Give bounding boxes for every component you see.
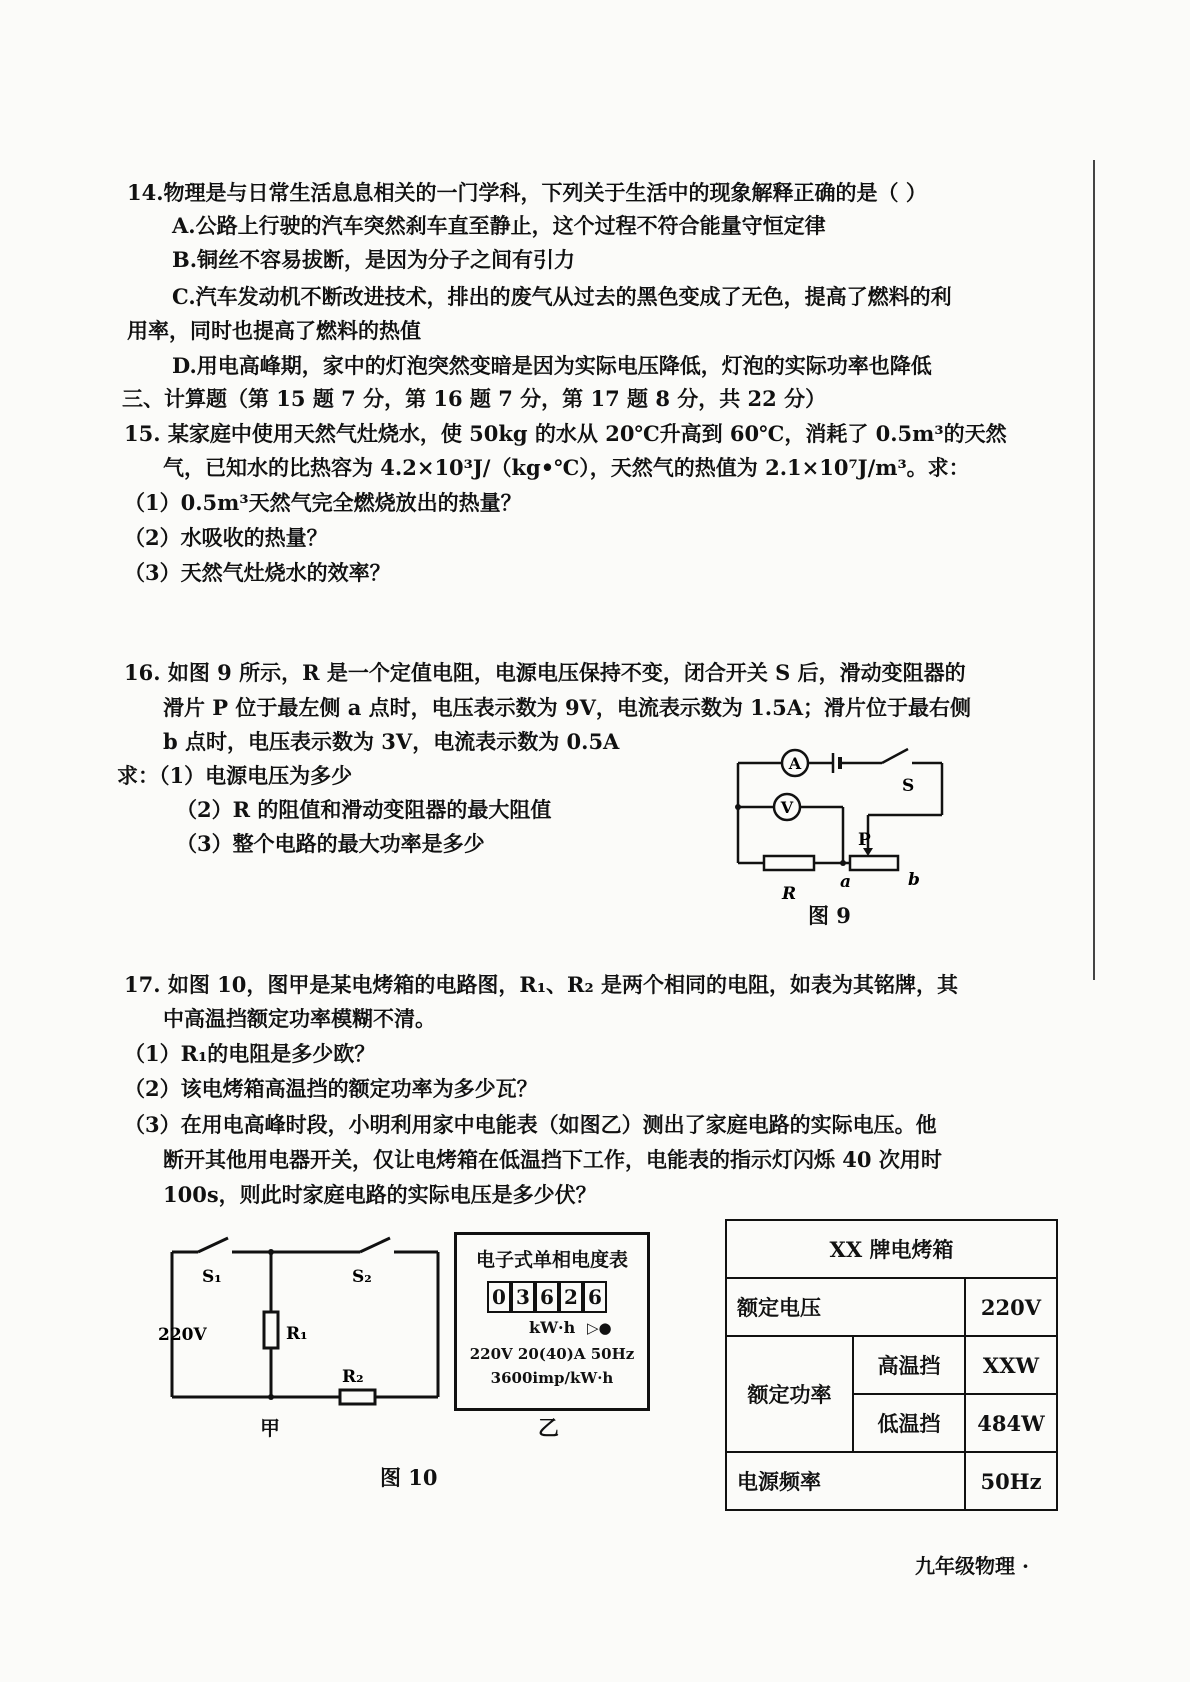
- q16-line1: 16. 如图 9 所示，R 是一个定值电阻，电源电压保持不变，闭合开关 S 后，滑动变阻器的: [124, 660, 966, 685]
- meter-digit: 3: [511, 1281, 535, 1313]
- resistor-icon: [764, 856, 814, 870]
- q14-option-a: A.公路上行驶的汽车突然刹车直至静止，这个过程不符合能量守恒定律: [172, 213, 826, 238]
- q15-part1: （1）0.5m³天然气完全燃烧放出的热量？: [124, 490, 522, 515]
- nameplate-table: [725, 1219, 1058, 1511]
- meter-digit: 6: [535, 1281, 559, 1313]
- figure-10-jia-circuit: [150, 1232, 450, 1422]
- frequency-label: 电源频率: [726, 1452, 965, 1510]
- high-temp-label: 高温挡: [853, 1336, 965, 1394]
- page-footer: 九年级物理 ·: [915, 1554, 1029, 1578]
- q17-line2: 中高温挡额定功率模糊不清。: [163, 1006, 436, 1031]
- q14-option-c-line2: 用率，同时也提高了燃料的热值: [127, 318, 421, 343]
- rated-voltage-value: 220V: [965, 1278, 1057, 1336]
- q17-part2: （2）该电烤箱高温挡的额定功率为多少瓦？: [124, 1076, 538, 1101]
- nameplate-title: XX 牌电烤箱: [726, 1220, 1057, 1278]
- q16-part2: （2）R 的阻值和滑动变阻器的最大阻值: [176, 797, 552, 822]
- q15-part3: （3）天然气灶烧水的效率？: [124, 560, 391, 585]
- meter-imp: 3600imp/kW·h: [490, 1369, 614, 1387]
- q17-part3-line3: 100s，则此时家庭电路的实际电压是多少伏？: [163, 1182, 597, 1207]
- figure-9-caption: 图 9: [808, 903, 851, 928]
- point-b-label: b: [908, 870, 920, 890]
- q14-stem: 14.物理是与日常生活息息相关的一门学科，下列关于生活中的现象解释正确的是（ ）: [127, 180, 927, 205]
- switch-icon: [882, 749, 908, 763]
- q14-option-d: D.用电高峰期，家中的灯泡突然变暗是因为实际电压降低，灯泡的实际功率也降低: [172, 353, 932, 378]
- q16-part1: 求：（1）电源电压为多少: [117, 763, 353, 788]
- q15-line1: 15. 某家庭中使用天然气灶烧水，使 50kg 的水从 20℃升高到 60℃，消耗了 0.5m³的天然: [124, 421, 1007, 446]
- rheostat-icon: [850, 856, 898, 870]
- q17-part1: （1）R₁的电阻是多少欧？: [124, 1041, 376, 1066]
- indicator-light-icon: ▷●: [587, 1319, 612, 1337]
- q16-line2: 滑片 P 位于最左侧 a 点时，电压表示数为 9V，电流表示数为 1.5A；滑片位于最右侧: [163, 695, 971, 720]
- frequency-value: 50Hz: [965, 1452, 1057, 1510]
- energy-meter: [454, 1232, 650, 1411]
- s1-label: S₁: [202, 1267, 222, 1287]
- resistor-label: R: [782, 884, 797, 904]
- rated-voltage-label: 额定电压: [726, 1278, 965, 1336]
- meter-digit: 6: [583, 1281, 607, 1313]
- q14-option-b: B.铜丝不容易拔断，是因为分子之间有引力: [172, 247, 576, 272]
- meter-digit: 0: [487, 1281, 511, 1313]
- s2-label: S₂: [352, 1267, 372, 1287]
- section-3-heading: 三、计算题（第 15 题 7 分，第 16 题 7 分，第 17 题 8 分，共 22 分）: [122, 386, 827, 411]
- ammeter-label: A: [788, 754, 802, 773]
- slider-label: P: [858, 830, 871, 850]
- q16-line3: b 点时，电压表示数为 3V，电流表示数为 0.5A: [163, 729, 620, 754]
- q16-part3: （3）整个电路的最大功率是多少: [176, 831, 485, 856]
- q14-option-c-line1: C.汽车发动机不断改进技术，排出的废气从过去的黑色变成了无色，提高了燃料的利: [172, 284, 952, 309]
- q17-part3-line1: （3）在用电高峰时段，小明利用家中电能表（如图乙）测出了家庭电路的实际电压。他: [124, 1112, 937, 1137]
- meter-unit: kW·h: [529, 1318, 576, 1337]
- r2-label: R₂: [342, 1367, 364, 1387]
- q17-line1: 17. 如图 10，图甲是某电烤箱的电路图，R₁、R₂ 是两个相同的电阻，如表为其铭牌，其: [124, 972, 958, 997]
- margin-rule: [1093, 160, 1095, 980]
- meter-rating: 220V 20(40)A 50Hz: [469, 1345, 635, 1363]
- r1-label: R₁: [286, 1324, 308, 1344]
- q17-part3-line2: 断开其他用电器开关，仅让电烤箱在低温挡下工作，电能表的指示灯闪烁 40 次用时: [163, 1147, 942, 1172]
- meter-digit: 2: [559, 1281, 583, 1313]
- figure-10-yi-label: 乙: [538, 1415, 559, 1440]
- high-temp-value: XXW: [965, 1336, 1057, 1394]
- meter-digits: [487, 1281, 607, 1313]
- figure-10-jia-label: 甲: [260, 1416, 280, 1440]
- q15-line2: 气，已知水的比热容为 4.2×10³J/（kg•℃），天然气的热值为 2.1×10⁷J/m³。求：: [163, 455, 970, 480]
- rated-power-label: 额定功率: [726, 1336, 853, 1452]
- voltmeter-label: V: [780, 798, 794, 817]
- q15-part2: （2）水吸收的热量？: [124, 525, 328, 550]
- switch-label: S: [902, 776, 915, 796]
- low-temp-value: 484W: [965, 1394, 1057, 1452]
- meter-title: 电子式单相电度表: [475, 1249, 628, 1271]
- low-temp-label: 低温挡: [853, 1394, 965, 1452]
- voltage-label: 220V: [158, 1325, 207, 1345]
- point-a-label: a: [840, 872, 852, 892]
- figure-10-caption: 图 10: [380, 1465, 438, 1490]
- figure-9-circuit: [720, 735, 960, 925]
